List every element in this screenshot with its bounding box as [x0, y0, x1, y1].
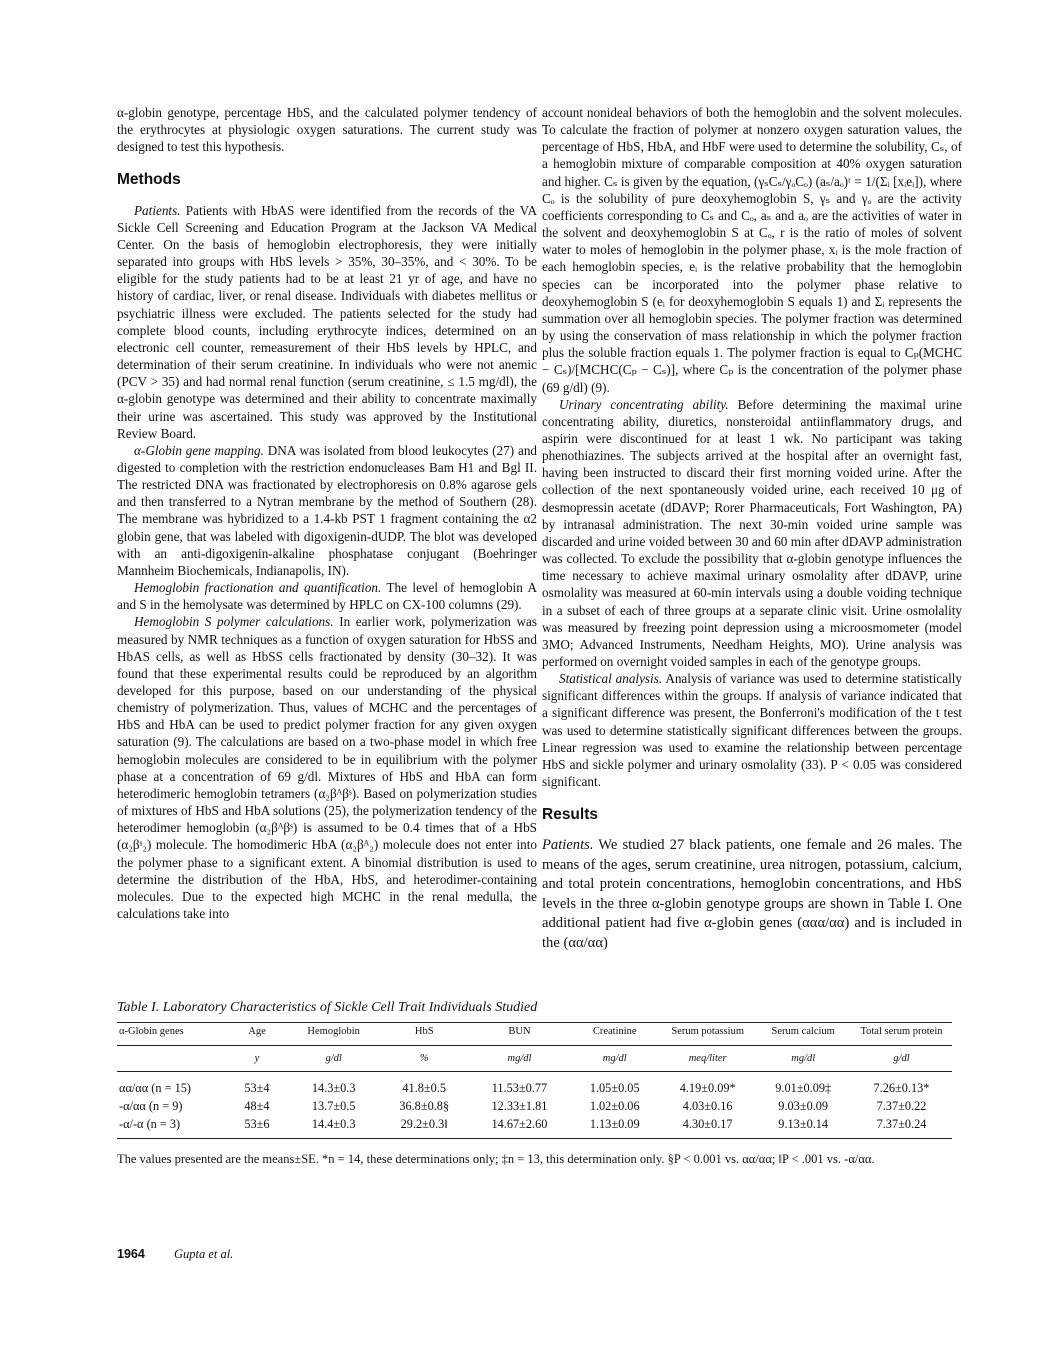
patients-paragraph — [117, 202, 537, 442]
page-footer — [117, 1247, 233, 1262]
polymer-heading: Hemoglobin S polymer calculations. — [134, 614, 334, 630]
urinary-paragraph — [542, 396, 962, 671]
unit-cell: mg/dl — [570, 1046, 660, 1072]
polymer-paragraph — [117, 613, 537, 922]
patients-heading: Patients. — [134, 202, 181, 218]
polymer-text: In earlier work, polymerization was measured by NMR techniques as a function of oxygen saturation for HbSS and HbAS cells, as well as HbSS cells fractionated by density (30–32). It was found that these experimental results could be reproduced by an algorithm developed for this purpose, based on our understanding of the physical chemistry of polymerization. Thus, values of MCHC and the percentages of HbS and HbA can be used to predict polymer fraction for any given oxygen saturation (9). The calculations are based on a two-phase model in which free hemoglobin molecules are considered to be in equilibrium with the polymer phase at a concentration of 69 g/dl. Mixtures of HbS and HbA can form heterodimeric hemoglobin tetramers (α₂βᴬβˢ). Based on polymerization studies of mixtures of HbS and HbA solutions (25), the polymerization tendency of the heterodimer hemoglobin (α₂βᴬβˢ) is assumed to be 0.4 times that of a HbS (α₂βˢ₂) molecule. The homodimeric HbA (α₂βᴬ₂) molecule does not enter into the polymer phase to a significant extent. A binomial distribution is used to determine the distribution of the HbA, HbS, and heterodimer-containing molecules. Due to the expected high MCHC in the renal medulla, the calculations take into — [117, 614, 537, 922]
table-cell: 13.7±0.5 — [311, 1099, 356, 1113]
header-cell: BUN — [469, 1023, 569, 1046]
table-cell: 11.53±0.77 — [491, 1081, 548, 1095]
table-cell: 9.01±0.09‡ — [775, 1081, 832, 1095]
table-bottom-rule — [117, 1139, 952, 1142]
unit-cell: mg/dl — [755, 1046, 851, 1072]
table-footnote: The values presented are the means±SE. *n = 14, these determinations only; ‡n = 13, this determination only. §P < 0.001 vs. αα/αα; ‖P < .001 vs. -α/αα. — [117, 1152, 875, 1166]
unit-cell — [117, 1046, 226, 1072]
table-row — [117, 1115, 952, 1139]
globin-heading: α-Globin gene mapping. — [134, 442, 264, 458]
table-cell: 1.05±0.05 — [589, 1081, 640, 1095]
table-header-row — [117, 1023, 952, 1046]
table-cell: 14.3±0.3 — [311, 1081, 356, 1095]
unit-cell: meq/liter — [660, 1046, 756, 1072]
table-cell: αα/αα (n = 15) — [119, 1081, 191, 1095]
urinary-text: Before determining the maximal urine concentrating ability, diuretics, nonsteroidal antiinflammatory drugs, and aspirin were discontinued for at least 1 wk. No participant was taking phenothiazines. The subjects arrived at the hospital after an overnight fast, having been instructed to discard their first morning voided urine. After the collection of the next spontaneously voided urine, each received 10 μg of desmopressin acetate (dDAVP; Rorer Pharmaceuticals, Fort Washington, PA) by intranasal administration. The next 30-min voided urine sample was discarded and urine voided between 30 and 60 min after dDAVP administration was collected. To exclude the possibility that α-globin genotype influences the time necessary to achieve maximal urinary osmolality after dDAVP, urine osmolality was measured at 60-min intervals using a double voiding technique in a subset of each of three groups at a separate clinic visit. Urine osmolality was measured by freezing point depression using a microosmometer (model 3MO; Advanced Instruments, Needham Heights, MO). Urine analysis was performed on overnight voided samples in each of the genotype groups. — [542, 396, 963, 669]
results-patients-text: We studied 27 black patients, one female and 26 males. The means of the ages, serum creatinine, urea nitrogen, potassium, calcium, and total protein concentrations, hemoglobin concentrations, and HbS levels in the three α-globin genotype groups are shown in Table I. One additional patient had five α-globin genes (ααα/αα) and is included in the (αα/αα) — [542, 837, 962, 951]
table-cell: 36.8±0.8§ — [399, 1099, 450, 1113]
header-cell: Serum calcium — [755, 1023, 851, 1046]
table-cell: 53±4 — [244, 1081, 270, 1095]
table-cell: -α/αα (n = 9) — [119, 1099, 183, 1113]
unit-cell: mg/dl — [469, 1046, 569, 1072]
polymer-continued: account nonideal behaviors of both the hemoglobin and the solvent molecules. To calculate the fraction of polymer at nonzero oxygen saturation values, the percentage of HbS, HbA, and HbF were used to determine the solubility, Cₛ, of a hemoglobin mixture of comparable composition at 40% oxygen saturation and higher. Cₛ is given by the equation, (γₛCₛ/γₒCₒ) (aₛ/aₒ)ʳ = 1/(Σᵢ [xᵢeᵢ]), where Cₒ is the solubility of pure deoxyhemoglobin S, γₛ and γₒ are the activity coefficients corresponding to Cₛ and Cₒ, aₛ and aₒ are the activities of water in the solvent and deoxyhemoglobin S at Cₒ, r is the ratio of moles of solvent water to moles of hemoglobin in the polymer phase, xᵢ is the mole fraction of each hemoglobin species, eᵢ is the relative probability that the hemoglobin species can be incorporated into the polymer phase relative to deoxyhemoglobin S (eᵢ for deoxyhemoglobin S equals 1) and Σᵢ represents the summation over all hemoglobin species. The polymer fraction was determined by using the conservation of mass relationship in which the polymer fraction plus the soluble fraction equals 1. The polymer fraction is equal to Cₚ(MCHC − Cₛ)/[MCHC(Cₚ − Cₛ)], where Cₚ is the concentration of the polymer phase (69 g/dl) (9). — [542, 105, 962, 395]
unit-cell: g/dl — [288, 1046, 379, 1072]
intro-paragraph: α-globin genotype, percentage HbS, and the calculated polymer tendency of the erythrocytes at physiologic oxygen saturations. The current study was designed to test this hypothesis. — [117, 105, 537, 155]
table-cell: 9.13±0.14 — [778, 1117, 829, 1131]
running-authors: Gupta et al. — [173, 1247, 234, 1261]
stat-paragraph — [542, 670, 962, 790]
table-row — [117, 1097, 952, 1115]
table-section — [117, 1000, 952, 1168]
fractionation-text: The level of hemoglobin A and S in the hemolysate was determined by HPLC on CX-100 columns (29). — [117, 580, 537, 613]
results-block — [542, 836, 962, 953]
table-cell: 1.13±0.09 — [589, 1117, 640, 1131]
table-cell: 1.02±0.06 — [589, 1099, 640, 1113]
left-column — [117, 104, 537, 922]
results-patients-heading: Patients. — [542, 837, 594, 854]
header-cell: Creatinine — [570, 1023, 660, 1046]
unit-cell: % — [379, 1046, 469, 1072]
fractionation-paragraph — [117, 579, 537, 613]
table-cell: 29.2±0.3‖ — [400, 1117, 448, 1131]
table-row — [117, 1072, 952, 1098]
header-cell: Total serum protein — [851, 1023, 952, 1046]
table-cell: 12.33±1.81 — [491, 1099, 548, 1113]
header-cell: Age — [226, 1023, 289, 1046]
table-rule-cell — [117, 1139, 952, 1142]
table-cell: 4.30±0.17 — [682, 1117, 733, 1131]
table-cell: 7.26±0.13* — [873, 1081, 930, 1095]
results-heading: Results — [542, 806, 598, 824]
page-number: 1964 — [117, 1247, 145, 1261]
stat-text: Analysis of variance was used to determine statistically significant differences within the groups. If analysis of variance indicated that a significant difference was present, the Bonferroni's modification of the t test was used to determine statistically significant differences between the groups. Linear regression was used to examine the relationship between percentage HbS and sickle polymer and urinary osmolality (33). P < 0.05 was considered significant. — [542, 671, 962, 790]
header-cell: α-Globin genes — [117, 1023, 226, 1046]
right-column — [542, 104, 962, 953]
table-cell: 14.67±2.60 — [491, 1117, 548, 1131]
table-caption: Table I. Laboratory Characteristics of Sickle Cell Trait Individuals Studied — [117, 1000, 538, 1015]
fractionation-heading: Hemoglobin fractionation and quantification. — [134, 580, 382, 596]
patients-text: Patients with HbAS were identified from the records of the VA Sickle Cell Screening and Education Program at the Jackson VA Medical Center. On the basis of hemoglobin electrophoresis, they were initially separated into groups with HbS levels > 35%, 30–35%, and < 30%. To be eligible for the study patients had to be at least 21 yr of age, and have no history of cardiac, liver, or renal disease. Individuals with diabetes mellitus or psychiatric illness were excluded. The patients selected for the study had complete blood counts, including erythrocyte indices, determined on an electronic cell counter, remeasurement of their HbS levels by HPLC, and determination of their serum creatinine. In individuals who were not anemic (PCV > 35) and had normal renal function (serum creatinine, ≤ 1.5 mg/dl), the α-globin genotype was determined and their ability to concentrate maximally their urine was ascertained. This study was approved by the Institutional Review Board. — [117, 202, 538, 441]
unit-cell: y — [226, 1046, 289, 1072]
table-cell: 4.19±0.09* — [679, 1081, 736, 1095]
table-cell: 41.8±0.5 — [402, 1081, 447, 1095]
table-cell: 14.4±0.3 — [311, 1117, 356, 1131]
header-cell: HbS — [379, 1023, 469, 1046]
results-paragraph — [542, 836, 962, 953]
table-cell: 7.37±0.22 — [876, 1099, 927, 1113]
table-cell: 53±6 — [244, 1117, 270, 1131]
methods-heading: Methods — [117, 171, 181, 189]
table-units-row — [117, 1046, 952, 1072]
table-cell: -α/-α (n = 3) — [119, 1117, 181, 1131]
table-cell: 9.03±0.09 — [778, 1099, 829, 1113]
urinary-heading: Urinary concentrating ability. — [559, 396, 729, 412]
table-cell: 7.37±0.24 — [876, 1117, 927, 1131]
globin-text: DNA was isolated from blood leukocytes (27) and digested to completion with the restriction endonucleases Bam H1 and Bgl II. The restricted DNA was fractionated by electrophoresis on 0.8% agarose gels and then transferred to a Nytran membrane by the method of Southern (28). The membrane was hybridized to a 1.4-kb PST 1 fragment containing the α2 globin gene, that was labeled with digoxigenin-dUDP. The blot was developed with an anti-digoxigenin-alkaline phosphatase conjugant (Boehringer Mannheim Biochemicals, Indianapolis, IN). — [117, 442, 538, 578]
lab-table — [117, 1022, 952, 1141]
globin-paragraph — [117, 442, 537, 579]
table-cell: 48±4 — [244, 1099, 270, 1113]
header-cell: Hemoglobin — [288, 1023, 379, 1046]
stat-heading: Statistical analysis. — [559, 671, 663, 687]
unit-cell: g/dl — [851, 1046, 952, 1072]
table-cell: 4.03±0.16 — [682, 1099, 733, 1113]
header-cell: Serum potassium — [660, 1023, 756, 1046]
